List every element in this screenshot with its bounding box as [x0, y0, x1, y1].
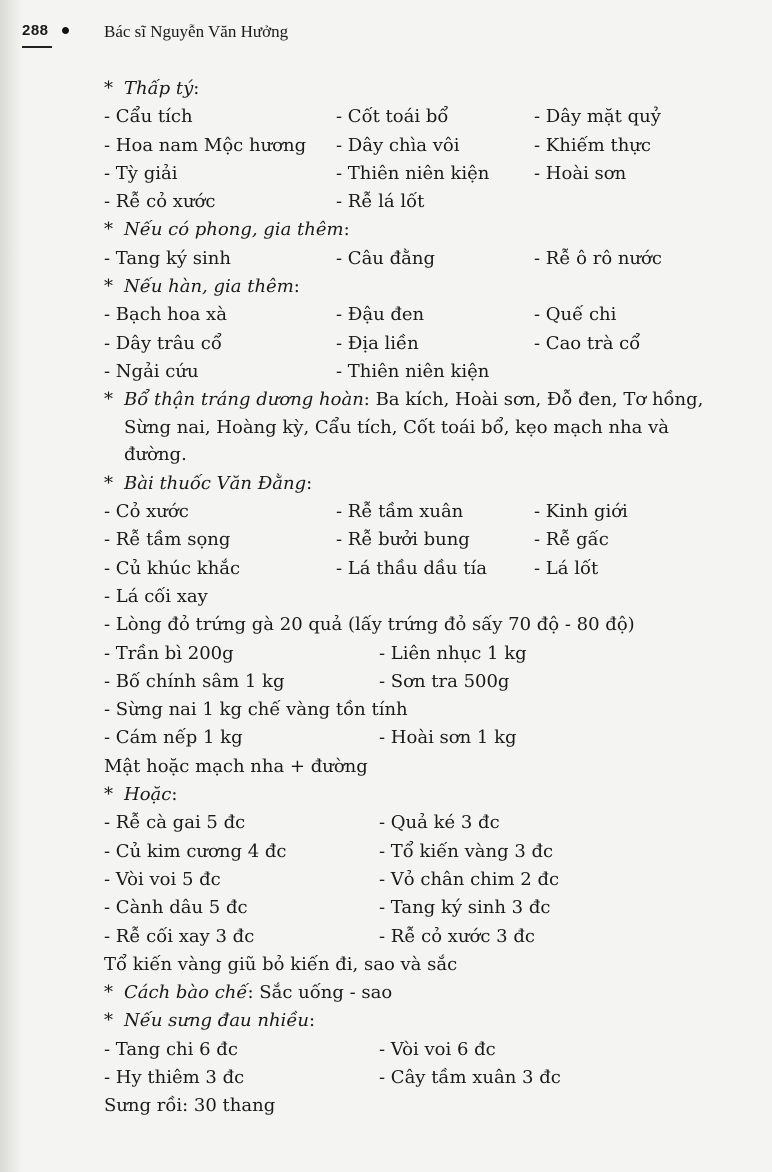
list-item: - Trần bì 200g	[104, 642, 234, 664]
section-heading-bao-che: * Cách bào chế: Sắc uống - sao	[104, 982, 393, 1004]
list-row	[104, 132, 704, 160]
section-heading-phong: * Nếu có phong, gia thêm:	[104, 219, 350, 241]
list-row	[104, 358, 704, 386]
list-item: - Cốt toái bổ	[336, 106, 449, 128]
section-paragraph-bo-than: * Bổ thận tráng dương hoàn: Ba kích, Hoài sơn, Đỗ đen, Tơ hồng, Sừng nai, Hoàng kỳ, Cẩu tích, Cốt toái bổ, kẹo mạch nha và đường.	[104, 389, 704, 466]
list-item: - Hoài sơn	[534, 162, 627, 184]
list-row	[104, 923, 704, 951]
list-item: - Rễ tầm xuân	[336, 501, 464, 523]
list-row	[104, 809, 704, 837]
list-item: - Tang ký sinh 3 đc	[379, 897, 551, 919]
list-item: - Ngải cứu	[104, 360, 199, 382]
list-item: - Cây tầm xuân 3 đc	[379, 1067, 561, 1088]
list-item: - Vòi voi 5 đc	[104, 868, 221, 890]
list-row	[104, 301, 704, 329]
page-header	[22, 22, 752, 48]
list-row	[104, 724, 704, 752]
list-item: - Rễ cỏ xước	[104, 191, 216, 213]
list-item: - Tang chi 6 đc	[104, 1038, 238, 1060]
list-item: - Bạch hoa xà	[104, 304, 227, 326]
list-item: - Lá lốt	[534, 557, 599, 579]
list-item: - Lá cối xay	[104, 585, 208, 607]
list-item: - Cành dâu 5 đc	[104, 897, 248, 919]
list-item: - Rễ cà gai 5 đc	[104, 812, 246, 834]
list-item: - Rễ bưởi bung	[336, 529, 470, 551]
section-heading-thap-ty: * Thấp tý:	[104, 78, 200, 99]
list-row	[104, 245, 704, 273]
list-item: - Dây chìa vôi	[336, 134, 460, 156]
list-item: - Hoài sơn 1 kg	[379, 727, 517, 749]
list-item: - Hy thiêm 3 đc	[104, 1067, 245, 1088]
list-row	[104, 330, 704, 358]
list-item: - Khiếm thực	[534, 134, 651, 156]
list-item: - Thiên niên kiện	[336, 162, 490, 184]
list-item: - Kinh giới	[534, 501, 628, 523]
note-text: Mật hoặc mạch nha + đường	[104, 755, 368, 777]
list-item: - Bố chính sâm 1 kg	[104, 670, 285, 692]
list-item: - Tang ký sinh	[104, 247, 231, 269]
page-body	[104, 75, 704, 1121]
list-item: - Dây mặt quỷ	[534, 106, 661, 128]
list-item: - Sơn tra 500g	[379, 670, 510, 692]
list-item: - Rễ cối xay 3 đc	[104, 925, 255, 947]
list-row	[104, 668, 704, 696]
list-row	[104, 894, 704, 922]
list-row	[104, 526, 704, 554]
page-gutter-shadow	[0, 0, 22, 1172]
list-item: - Vòi voi 6 đc	[379, 1038, 496, 1060]
section-heading-han: * Nếu hàn, gia thêm:	[104, 276, 300, 298]
running-title: Bác sĩ Nguyễn Văn Hưởng	[104, 22, 289, 41]
list-item: - Đậu đen	[336, 304, 425, 326]
list-item: - Cao trà cổ	[534, 332, 641, 354]
list-item: - Củ khúc khắc	[104, 557, 241, 579]
list-item: - Tổ kiến vàng 3 đc	[379, 840, 554, 862]
list-row	[104, 103, 704, 131]
note-text: Tổ kiến vàng giũ bỏ kiến đi, sao và sắc	[104, 953, 458, 975]
list-item: - Câu đằng	[336, 247, 435, 269]
list-item: - Vỏ chân chim 2 đc	[379, 868, 560, 890]
list-item: - Tỳ giải	[104, 162, 178, 184]
list-item: - Hoa nam Mộc hương	[104, 134, 307, 156]
list-item: - Cẩu tích	[104, 106, 193, 128]
list-row	[104, 1064, 704, 1092]
header-rule	[22, 46, 52, 48]
list-row	[104, 866, 704, 894]
list-row	[104, 1036, 704, 1064]
list-item: - Lá thầu dầu tía	[336, 557, 487, 579]
list-row	[104, 498, 704, 526]
page-number: 288	[22, 22, 49, 39]
list-item: - Cỏ xước	[104, 501, 189, 523]
list-item: - Quế chi	[534, 304, 617, 326]
list-item: - Quả ké 3 đc	[379, 812, 500, 834]
header-bullet-dot	[62, 27, 69, 34]
list-item: - Rễ ô rô nước	[534, 247, 662, 269]
list-item: - Liên nhục 1 kg	[379, 642, 527, 664]
list-item: - Củ kim cương 4 đc	[104, 840, 287, 862]
list-item: - Sừng nai 1 kg chế vàng tồn tính	[104, 699, 408, 721]
list-item: - Thiên niên kiện	[336, 360, 490, 382]
section-heading-van-dang: * Bài thuốc Văn Đằng:	[104, 472, 313, 494]
list-item: - Địa liền	[336, 332, 419, 354]
list-item: - Rễ cỏ xước 3 đc	[379, 925, 535, 947]
list-item: - Rễ gấc	[534, 529, 609, 551]
list-row	[104, 640, 704, 668]
section-heading-sung-dau: * Nếu sưng đau nhiều:	[104, 1010, 316, 1032]
list-row	[104, 160, 704, 188]
list-item: - Lòng đỏ trứng gà 20 quả (lấy trứng đỏ sấy 70 độ - 80 độ)	[104, 614, 635, 636]
note-text: Sưng rồi: 30 thang	[104, 1095, 276, 1117]
list-item: - Rễ tầm sọng	[104, 529, 231, 551]
list-row	[104, 555, 704, 583]
list-row	[104, 838, 704, 866]
section-heading-hoac: * Hoặc:	[104, 784, 178, 806]
list-item: - Dây trâu cổ	[104, 332, 222, 354]
list-item: - Cám nếp 1 kg	[104, 727, 243, 749]
list-item: - Rễ lá lốt	[336, 191, 425, 213]
list-row	[104, 188, 704, 216]
